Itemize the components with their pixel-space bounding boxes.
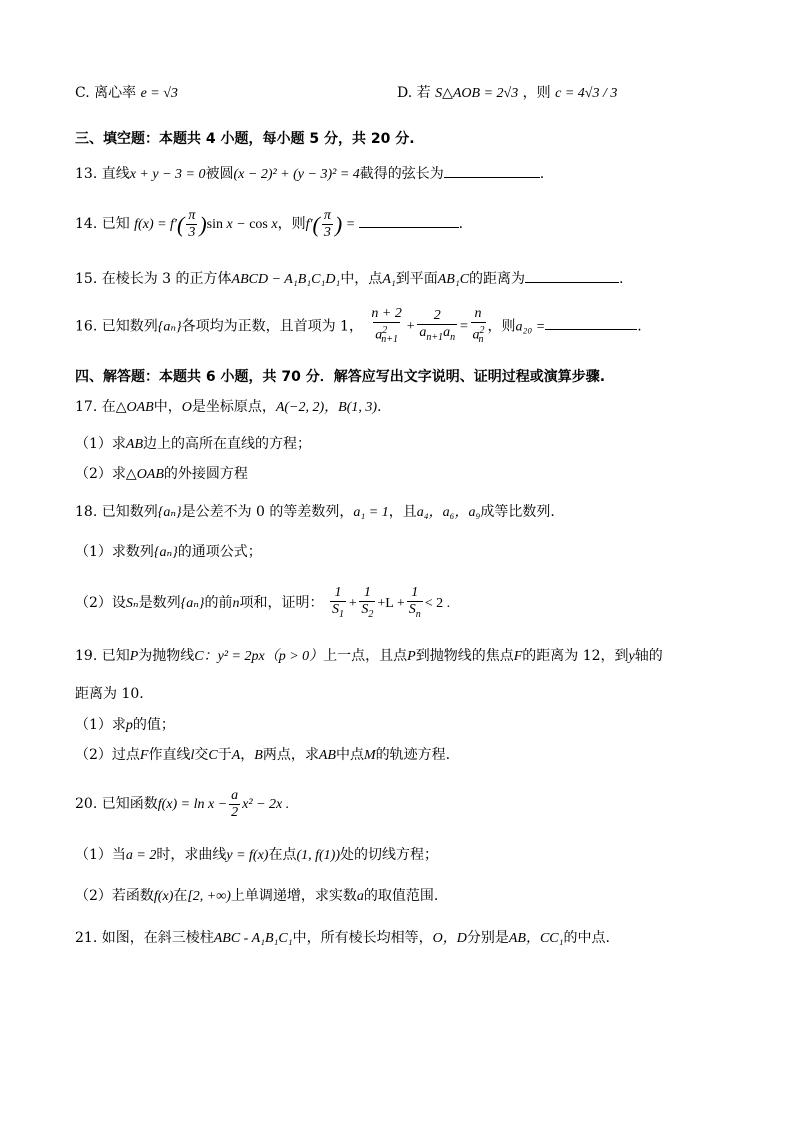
- q18-sequence: {aₙ}: [157, 505, 182, 520]
- option-d-label: D.: [397, 85, 413, 101]
- q13-text: 截得的弦长为: [359, 166, 444, 182]
- q19-part-2-text: 于: [217, 747, 232, 763]
- q17-part-2-label: （2）求△: [75, 466, 137, 482]
- q19-part-2-math: l: [190, 748, 195, 763]
- q20-part-1-text: 时，求曲线: [156, 847, 227, 863]
- q18-text: 成等比数列.: [480, 504, 555, 520]
- q19-part-1-text: 的值；: [132, 717, 175, 733]
- q14-text: ，则: [277, 216, 306, 232]
- section-4-heading: 四、解答题：本题共 6 小题，共 70 分．解答应写出文字说明、证明过程或演算步骤.: [75, 369, 606, 385]
- q17-part-1: [75, 435, 311, 454]
- q18-part-2-text: 的前: [204, 595, 233, 611]
- q14-number: 14.: [75, 216, 98, 232]
- q18-inequality-end: < 2 .: [424, 596, 451, 611]
- q17-text: 是坐标原点，: [191, 399, 276, 415]
- q18-first-term: a₁ = 1: [353, 505, 389, 520]
- q19-parabola: C：y² = 2px（p > 0）: [194, 649, 324, 664]
- q19-part-1: [75, 716, 175, 735]
- q21-text: 中，所有棱长均相等，: [292, 930, 433, 946]
- q18-part-1: [75, 543, 262, 562]
- q18-sum-formula: $\frac{1}{S_1}$ + $\frac{1}{S_2}$ +L + $\frac{1}{S_n}$ < 2 .: [328, 596, 450, 611]
- q17-part-1-label: （1）求: [75, 436, 126, 452]
- q17-text: 在△: [101, 399, 127, 415]
- q19-part-2-text: 作直线: [148, 747, 191, 763]
- q16-text: ，则: [487, 318, 516, 335]
- q19-math: P: [129, 649, 139, 664]
- q13-period: .: [539, 166, 545, 182]
- q19-part-2-text: 两点，求: [262, 747, 319, 763]
- q15-text: 到平面: [395, 271, 438, 287]
- q18-part-2-label: （2）设: [75, 595, 126, 611]
- q15-point: A₁: [382, 272, 396, 287]
- q18-part-2-math: n: [232, 596, 240, 611]
- q19-part-2-math: C: [208, 748, 218, 763]
- q19-math: y: [628, 649, 635, 664]
- q13-number: 13.: [75, 166, 98, 182]
- q20-part-1: [75, 846, 438, 865]
- q19-part-2-text: ，: [240, 747, 255, 763]
- question-17: [75, 398, 382, 417]
- q14-formula: f(x) = f′( $\frac{\pi}{3}$ )sin x − cos x: [134, 208, 278, 241]
- q13-text: 直线: [101, 166, 130, 182]
- q21-segments: AB，CC₁: [508, 931, 564, 946]
- q19-part-2-math: A: [231, 748, 241, 763]
- q17-part-1-text: 边上的高所在直线的方程；: [143, 436, 312, 452]
- question-19: [75, 647, 663, 666]
- q20-part-1-math: (1, f(1)): [296, 848, 341, 863]
- q18-number: 18.: [75, 504, 98, 520]
- q15-period: .: [619, 271, 624, 287]
- q19-math: P: [407, 649, 416, 664]
- q19-text: 轴的: [634, 648, 663, 664]
- answer-blank: [359, 213, 459, 228]
- answer-blank: [444, 163, 540, 178]
- q19-text: 的距离为 12，到: [522, 648, 629, 664]
- q19-part-2-math: F: [139, 748, 149, 763]
- q18-part-2-text: 是数列: [138, 595, 181, 611]
- option-d-math-2: c = 4√3 / 3: [555, 86, 618, 101]
- q19-text: 已知: [101, 648, 130, 664]
- section-3-heading: 三、填空题：本题共 4 小题，每小题 5 分，共 20 分.: [75, 131, 415, 147]
- q19-part-2-math: AB: [318, 748, 336, 763]
- option-c-text: 离心率: [94, 85, 137, 101]
- q19-part-2-text: 交: [194, 747, 209, 763]
- q21-text: 分别是: [466, 930, 509, 946]
- q19-text: 为抛物线: [138, 648, 195, 664]
- q21-text: 的中点.: [563, 930, 610, 946]
- option-c-math: e = √3: [140, 86, 178, 101]
- q16-number: 16.: [75, 318, 98, 335]
- q16-text: 各项均为正数，且首项为 1，: [181, 318, 363, 335]
- q15-cube: ABCD − A₁B₁C₁D₁: [231, 272, 341, 287]
- q15-text: 的距离为: [469, 271, 526, 287]
- q16-recurrence: $\frac{n + 2}{a^2_{n+1}}$ + $\frac{2}{a_{n+1}a_n}$ = $\frac{n}{a^2_n}$: [367, 319, 487, 334]
- q13-line-equation: x + y − 3 = 0: [129, 167, 206, 182]
- q17-part-2-math: OAB: [136, 467, 164, 482]
- q20-function: f(x) = ln x −: [157, 797, 228, 812]
- q18-text: ，且: [388, 504, 417, 520]
- q19-text: 上一点，且点: [323, 648, 408, 664]
- question-18: [75, 503, 555, 522]
- q17-part-2: [75, 465, 248, 484]
- q20-part-1-math: a = 2: [125, 848, 157, 863]
- q16-text: 已知数列: [101, 318, 158, 335]
- q18-text: 是公差不为 0 的等差数列，: [181, 504, 354, 520]
- q18-text: 已知数列: [101, 504, 158, 520]
- q17-origin: O: [181, 400, 192, 415]
- q19-number: 19.: [75, 648, 98, 664]
- q19-part-2-text: 的轨迹方程.: [375, 747, 451, 763]
- q18-ellipsis: +L +: [377, 596, 405, 611]
- q17-part-1-math: AB: [125, 437, 144, 452]
- q13-text: 被圆: [205, 166, 234, 182]
- q19-math: F: [513, 649, 523, 664]
- q19-part-2-label: （2）过点: [75, 747, 140, 763]
- q18-part-2: [75, 583, 450, 624]
- question-20: [75, 784, 289, 825]
- q18-part-1-math: {aₙ}: [153, 545, 178, 560]
- q20-number: 20.: [75, 796, 98, 812]
- q14-text: 已知: [101, 216, 130, 232]
- q20-part-1-label: （1）当: [75, 847, 126, 863]
- q18-terms: a₄，a₆，a₉: [416, 505, 481, 520]
- q18-part-2-text: 项和，证明：: [239, 595, 324, 611]
- q20-part-2-math: f(x): [153, 889, 174, 904]
- q19-line-2: 距离为 10.: [75, 686, 144, 702]
- option-d-text-1: 若: [416, 85, 431, 101]
- q20-part-2-label: （2）若函数: [75, 888, 154, 904]
- q20-part-2-text: 上单调递增，求实数: [230, 888, 357, 904]
- q15-number: 15.: [75, 271, 98, 287]
- q21-number: 21.: [75, 930, 98, 946]
- q16-period: .: [637, 318, 642, 335]
- q20-fraction: $\frac{a}{2}$: [231, 787, 239, 820]
- answer-blank: [525, 268, 619, 283]
- q17-points: A(−2, 2)，B(1, 3): [275, 400, 378, 415]
- q20-part-2: [75, 887, 438, 906]
- q19-part-2-text: 中点: [335, 747, 364, 763]
- q20-part-2-text: 的取值范围.: [363, 888, 439, 904]
- q18-part-2-math: {aₙ}: [180, 596, 205, 611]
- question-15: [75, 268, 624, 289]
- question-13: [75, 163, 544, 184]
- q20-part-1-text: 在点: [268, 847, 297, 863]
- q15-plane: AB₁C: [437, 272, 470, 287]
- option-d-text-2: ，则: [522, 85, 551, 101]
- question-16: [75, 306, 642, 348]
- q17-text: 中，: [153, 399, 182, 415]
- q19-part-2: [75, 746, 450, 765]
- q20-part-2-math: a: [356, 889, 364, 904]
- q13-circle-equation: (x − 2)² + (y − 3)² = 4: [233, 167, 360, 182]
- q15-text: 在棱长为 3 的正方体: [101, 271, 232, 287]
- q14-target: f′( $\frac{\pi}{3}$ ) =: [305, 208, 359, 241]
- q21-text: 如图，在斜三棱柱: [101, 930, 214, 946]
- option-c: [75, 84, 178, 103]
- q17-period: .: [377, 399, 382, 415]
- q19-part-2-math: B: [254, 748, 263, 763]
- q20-part-2-text: 在: [173, 888, 188, 904]
- q21-prism: ABC - A₁B₁C₁: [213, 931, 293, 946]
- q19-part-1-label: （1）求: [75, 717, 126, 733]
- q21-points: O，D: [432, 931, 467, 946]
- q17-triangle: OAB: [126, 400, 154, 415]
- q16-sequence: {aₙ}: [157, 319, 182, 335]
- q18-part-2-math: Sₙ: [125, 596, 139, 611]
- q18-part-1-text: 的通项公式；: [177, 544, 262, 560]
- q18-part-1-label: （1）求数列: [75, 544, 154, 560]
- question-14: [75, 207, 463, 242]
- q20-function: x² − 2x .: [242, 797, 290, 812]
- q19-part-1-math: p: [125, 718, 133, 733]
- q20-text: 已知函数: [101, 796, 158, 812]
- answer-blank: [545, 315, 637, 330]
- q15-text: 中，点: [340, 271, 383, 287]
- q20-part-1-math: y = f(x): [226, 848, 269, 863]
- q17-part-2-text: 的外接圆方程: [163, 466, 248, 482]
- q20-part-1-text: 处的切线方程；: [340, 847, 439, 863]
- option-d-math-1: S△AOB = 2√3: [435, 86, 519, 101]
- option-c-label: C.: [75, 85, 90, 101]
- q14-period: .: [458, 216, 464, 232]
- question-21: [75, 929, 610, 948]
- q19-part-2-math: M: [363, 748, 376, 763]
- q19-text: 到抛物线的焦点: [415, 648, 514, 664]
- q20-part-2-math: [2, +∞): [187, 889, 231, 904]
- q16-target: a₂₀ =: [515, 319, 546, 335]
- q17-number: 17.: [75, 399, 98, 415]
- option-d: [397, 78, 617, 109]
